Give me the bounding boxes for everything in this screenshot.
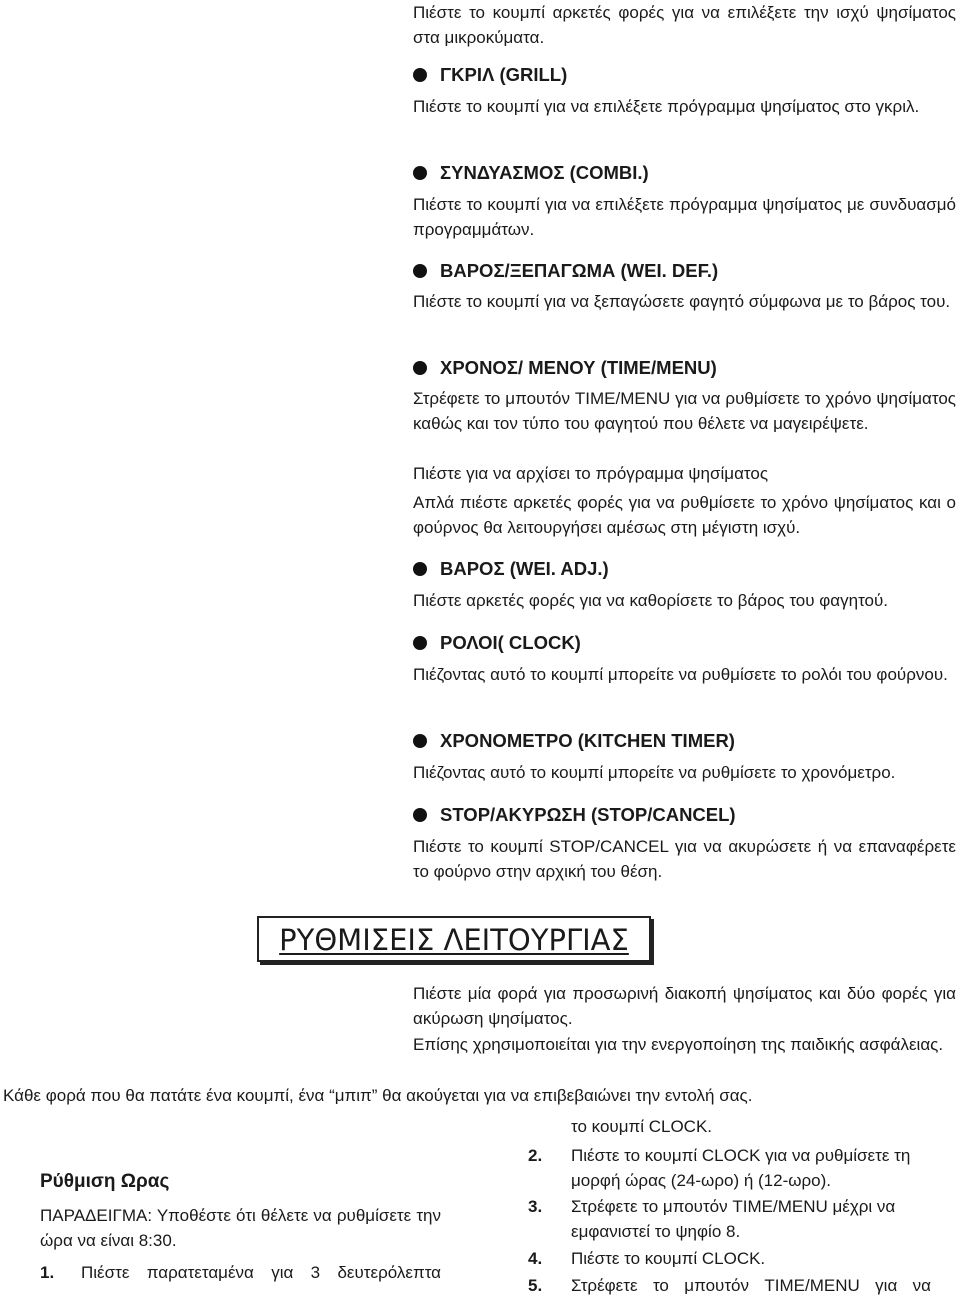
kitchen-timer-text: Πιέζοντας αυτό το κουμπί μπορείτε να ρυθμίσετε το χρονόμετρο. [413,763,896,782]
bullet-icon [413,166,427,180]
bullet-icon [413,68,427,82]
step-number: 5. [528,1276,543,1295]
stop-pause-text: Πιέστε μία φορά για προσωρινή διακοπή ψησίματος και δύο φορές για ακύρωση ψησίματος. [413,984,956,1028]
step-number: 4. [528,1249,543,1268]
stop-cancel-heading: STOP/ΑΚΥΡΩΣΗ (STOP/CANCEL) [413,803,736,827]
time-menu-quick-text: Απλά πιέστε αρκετές φορές για να ρυθμίσετε το χρόνο ψησίματος και ο φούρνος θα λειτουργήσει αμέσως στη μέγιστη ισχύ. [413,493,956,537]
step-number: 1. [40,1263,55,1282]
clock-heading: ΡΟΛΟΙ( CLOCK) [413,631,581,655]
bullet-icon [413,264,427,278]
bullet-icon [413,562,427,576]
clock-setting-title: Ρύθμιση Ωρας [40,1171,170,1192]
grill-text: Πιέστε το κουμπί για να επιλέξετε πρόγραμμα ψησίματος στο γκριλ. [413,97,920,116]
kitchen-timer-heading: ΧΡΟΝΟΜΕΤΡΟ (KITCHEN TIMER) [413,729,735,753]
bullet-icon [413,808,427,822]
bullet-icon [413,361,427,375]
step-1-continued: το κουμπί CLOCK. [571,1117,713,1136]
combi-text: Πιέστε το κουμπί για να επιλέξετε πρόγραμμα ψησίματος με συνδυασμό προγραμμάτων. [413,195,956,239]
time-menu-text: Στρέφετε το μπουτόν TIME/MENU για να ρυθμίσετε το χρόνο ψησίματος καθώς και τον τύπο του φαγητού που θέλετε να μαγειρέψετε. [413,389,956,433]
clock-setting-example: ΠΑΡΑΔΕΙΓΜΑ: Υποθέστε ότι θέλετε να ρυθμίσετε την ώρα να είναι 8:30. [40,1206,441,1250]
step-3-text: Στρέφετε το μπουτόν TIME/MENU μέχρι να εμφανιστεί το ψηφίο 8. [571,1197,896,1241]
step-number: 3. [528,1197,543,1216]
wei-def-text: Πιέστε το κουμπί για να ξεπαγώσετε φαγητό σύμφωνα με το βάρος του. [413,292,951,311]
stop-cancel-text: Πιέστε το κουμπί STOP/CANCEL για να ακυρώσετε ή να επαναφέρετε το φούρνο στην αρχική του θέση. [413,837,956,881]
child-lock-text: Επίσης χρησιμοποιείται για την ενεργοποίηση της παιδικής ασφάλειας. [413,1035,944,1054]
step-1-text: Πιέστε παρατεταμένα για 3 δευτερόλεπτα [81,1263,441,1282]
time-menu-heading: ΧΡΟΝΟΣ/ ΜΕΝΟΥ (TIME/MENU) [413,356,717,380]
step-2-text: Πιέστε το κουμπί CLOCK για να ρυθμίσετε τη μορφή ώρας (24-ωρο) ή (12-ωρο). [571,1146,911,1190]
combi-heading: ΣΥΝΔΥΑΣΜΟΣ (COMBI.) [413,161,649,185]
wei-adj-heading: ΒΑΡΟΣ (WEI. ADJ.) [413,557,609,581]
time-menu-start-text: Πιέστε για να αρχίσει το πρόγραμμα ψησίματος [413,464,769,483]
step-5-text: Στρέφετε το μπουτόν TIME/MENU για να [571,1276,931,1295]
grill-heading: ΓΚΡΙΛ (GRILL) [413,63,567,87]
beep-note: Κάθε φορά που θα πατάτε ένα κουμπί, ένα “μπιπ” θα ακούγεται για να επιβεβαιώνει την εντολή σας. [3,1086,753,1105]
wei-adj-text: Πιέστε αρκετές φορές για να καθορίσετε το βάρος του φαγητού. [413,591,889,610]
step-number: 2. [528,1146,543,1165]
bullet-icon [413,734,427,748]
clock-text: Πιέζοντας αυτό το κουμπί μπορείτε να ρυθμίσετε το ρολόι του φούρνου. [413,665,948,684]
section-title-box [257,916,651,962]
intro-paragraph: Πιέστε το κουμπί αρκετές φορές για να επιλέξετε την ισχύ ψησίματος στα μικροκύματα. [413,3,956,47]
bullet-icon [413,636,427,650]
wei-def-heading: ΒΑΡΟΣ/ΞΕΠΑΓΩΜΑ (WEI. DEF.) [413,259,718,283]
section-title: ΡΥΘΜΙΣΕΙΣ ΛΕΙΤΟΥΡΓΙΑΣ [279,923,629,957]
step-4-text: Πιέστε το κουμπί CLOCK. [571,1249,766,1268]
